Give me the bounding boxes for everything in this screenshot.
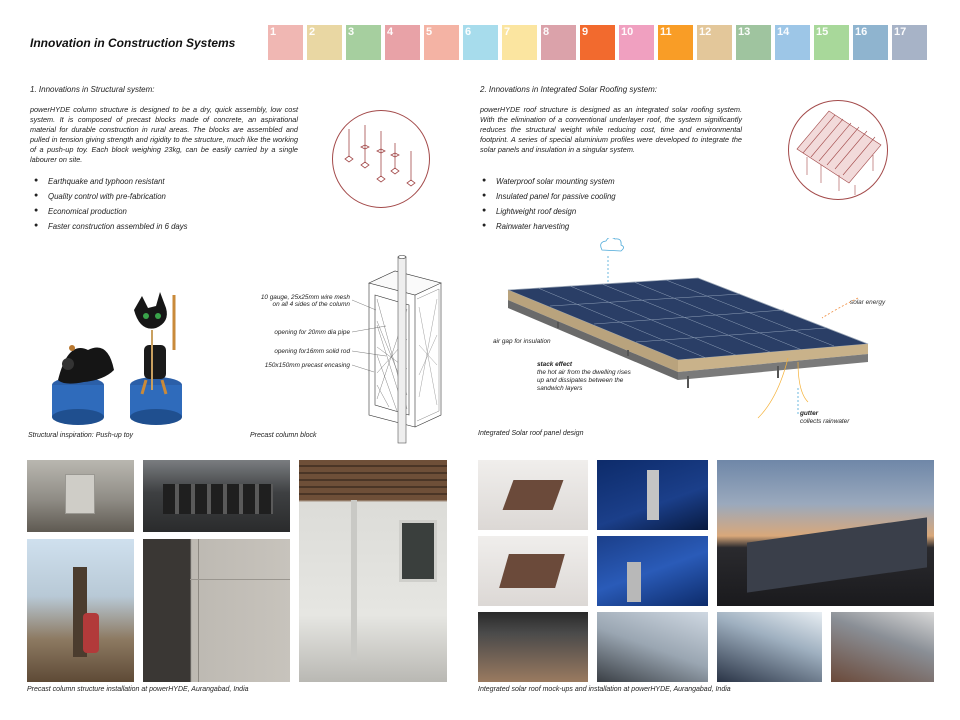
list-item: ● Insulated panel for passive cooling: [482, 192, 616, 201]
solar-mount-photo-1: [597, 460, 708, 530]
right-photos-caption: Integrated solar roof mock-ups and installation at powerHYDE, Aurangabad, India: [478, 686, 731, 693]
solar-mount-photo-2: [597, 536, 708, 606]
sdg-goal-17-icon: [892, 25, 927, 60]
sdg-goal-4-icon: [385, 25, 420, 60]
sdg-goal-number: 2: [309, 26, 316, 38]
sdg-goal-number: 12: [699, 26, 712, 38]
solar-heading: 2. Innovations in Integrated Solar Roofing system:: [480, 85, 657, 94]
list-item: ● Quality control with pre-fabrication: [34, 192, 188, 201]
sdg-goal-number: 1: [270, 26, 277, 38]
sdg-goal-number: 17: [894, 26, 907, 38]
list-item: ● Economical production: [34, 207, 188, 216]
solar-paragraph: powerHYDE roof structure is designed as an integrated solar roofing system. With the elimination of a conventional underlayer roof, the system significantly reduces the structural weight while reducing cost, time and environmental footprint. A series of special aluminium profiles were developed to integrate the solar panels and insulation in a singular system.: [480, 105, 742, 154]
encasing-annotation: 150x150mm precast encasing: [264, 362, 350, 369]
sdg-goal-number: 5: [426, 26, 433, 38]
sdg-goal-number: 14: [777, 26, 790, 38]
aluminium-profile-mockup-1: [478, 460, 588, 530]
left-photos-caption: Precast column structure installation at powerHYDE, Aurangabad, India: [27, 686, 249, 693]
sdg-goal-number: 3: [348, 26, 355, 38]
list-item: ● Waterproof solar mounting system: [482, 177, 616, 186]
roof-underside-photo-3: [717, 612, 822, 682]
list-item: ● Earthquake and typhoon resistant: [34, 177, 188, 186]
column-base-photo: [27, 460, 134, 532]
push-up-toy-image: [28, 290, 198, 425]
sdg-goal-1-icon: [268, 25, 303, 60]
sdg-goal-number: 9: [582, 26, 589, 38]
mesh-annotation: 10 gauge, 25x25mm wire mesh on all 4 sides of the column: [260, 294, 350, 308]
cloud-icon: [601, 238, 624, 251]
roof-structure-icon: [789, 101, 887, 199]
aluminium-profile-mockup-2: [478, 536, 588, 606]
list-item: ● Rainwater harvesting: [482, 222, 616, 231]
sdg-goal-10-icon: [619, 25, 654, 60]
sdg-goal-number: 11: [660, 26, 672, 38]
sdg-goal-number: 8: [543, 26, 550, 38]
structural-bullets: [34, 177, 188, 237]
sdg-goal-number: 16: [855, 26, 868, 38]
sdg-goal-14-icon: [775, 25, 810, 60]
sdg-goals-row: [268, 25, 927, 60]
pipe-annotation: opening for 20mm dia pipe: [274, 329, 350, 336]
rod-annotation: opening for16mm solid rod: [274, 348, 350, 355]
sdg-goal-16-icon: [853, 25, 888, 60]
column-stack-icon: [333, 111, 429, 207]
sdg-goal-number: 4: [387, 26, 394, 38]
sdg-goal-11-icon: [658, 25, 693, 60]
sdg-goal-13-icon: [736, 25, 771, 60]
toy-caption: Structural inspiration: Push-up toy: [28, 432, 134, 439]
roof-underside-photo-2: [597, 612, 708, 682]
list-item: ● Faster construction assembled in 6 days: [34, 222, 188, 231]
sdg-goal-12-icon: [697, 25, 732, 60]
sdg-goal-number: 10: [621, 26, 634, 38]
sdg-goal-9-icon: [580, 25, 615, 60]
sdg-goal-3-icon: [346, 25, 381, 60]
sdg-goal-number: 15: [816, 26, 829, 38]
structural-heading: 1. Innovations in Structural system:: [30, 85, 155, 94]
roof-underside-photo-4: [831, 612, 934, 682]
structural-paragraph: powerHYDE column structure is designed to be a dry, quick assembly, low cost system. It is composed of precast blocks made of concrete, an aspirational material for durable construction in rural areas. The blocks are assembled and pulled in tension giving strength and rigidity to the structure, much like the working of a push-up toy. Each block weighing 23kg, can be easily carried by a single labourer on site.: [30, 105, 298, 164]
sdg-goal-15-icon: [814, 25, 849, 60]
column-caption: Precast column block: [250, 432, 317, 439]
completed-building-photo: [299, 460, 447, 682]
solar-energy-annotation: solar energy: [850, 299, 886, 306]
column-closeup-photo: [143, 539, 290, 682]
solar-bullets: [482, 177, 616, 237]
column-leader-lines: [346, 296, 386, 376]
sdg-goal-5-icon: [424, 25, 459, 60]
stack-effect-annotation: stack effect the hot air from the dwelling rises up and dissipates between the sandwich layers: [537, 361, 631, 392]
list-item: ● Lightweight roof design: [482, 207, 616, 216]
page-title: Innovation in Construction Systems: [30, 36, 236, 50]
sdg-goal-8-icon: [541, 25, 576, 60]
roof-sunset-photo: [717, 460, 934, 606]
gutter-annotation: gutter collects rainwater: [800, 410, 850, 425]
sdg-goal-7-icon: [502, 25, 537, 60]
sdg-goal-number: 13: [738, 26, 751, 38]
column-circle-illustration: [332, 110, 430, 208]
roof-circle-illustration: [788, 100, 888, 200]
air-gap-annotation: air gap for insulation: [493, 338, 551, 345]
precast-blocks-photo: [143, 460, 290, 532]
workers-installation-photo: [27, 539, 134, 682]
sdg-goal-number: 7: [504, 26, 511, 38]
sdg-goal-number: 6: [465, 26, 472, 38]
sdg-goal-2-icon: [307, 25, 342, 60]
roof-caption: Integrated Solar roof panel design: [478, 430, 584, 437]
roof-underside-photo-1: [478, 612, 588, 682]
sdg-goal-6-icon: [463, 25, 498, 60]
